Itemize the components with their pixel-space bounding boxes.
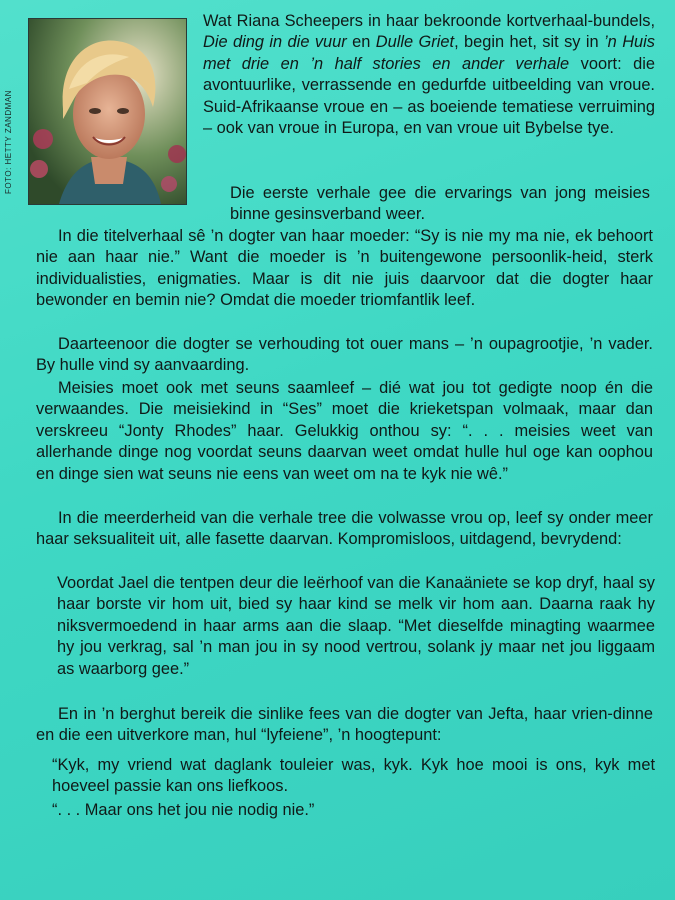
paragraph-8: En in ’n berghut bereik die sinlike fees van die dogter van Jefta, haar vrien-dinne en die een uitverkore man, hul “lyfeiene”, ’n hoogtepunt: <box>36 705 653 745</box>
book-title-2: Dulle Griet <box>375 33 455 52</box>
intro-text-b: en <box>346 33 376 52</box>
photo-credit: FOTO: HETTY ZANDMAN <box>4 90 13 195</box>
portrait-photo-image <box>29 19 186 204</box>
book-title-3: ’n Huis met drie en ’n half stories en ander verhale <box>203 33 655 73</box>
author-portrait <box>28 18 187 205</box>
paragraph-6: In die meerderheid van die verhale tree die volwasse vrou op, leef sy onder meer haar seksualiteit uit, alle fasette daarvan. Kompromisloos, uitdagend, bevrydend: <box>36 509 653 549</box>
intro-text-a: Wat Riana Scheepers in haar bekroonde kortverhaal-bundels, <box>203 12 655 30</box>
paragraph-5: Meisies moet ook met seuns saamleef – dié wat jou tot gedigte noop én die verwaandes. Die meisiekind in “Ses” moet die krieketspan volmaak, maar dan verskreeu “Jonty Rhodes” haar. Gelukkig onthou sy: “. . . meisies weet van allerhande dinge nog voordat seuns daarvan weet omdat hulle hul oge kan oophou en dinge sien wat seuns nie eens van weet om na te kyk nie wê.” <box>36 379 653 483</box>
intro-paragraph <box>203 11 655 139</box>
paragraph-4: Daarteenoor die dogter se verhouding tot ouer mans – ’n oupagrootjie, ’n vader. By hulle vind sy aanvaarding. <box>36 335 653 375</box>
paragraph-10-quote: “. . . Maar ons het jou nie nodig nie.” <box>52 801 315 819</box>
paragraph-9-quote: “Kyk, my vriend wat daglank touleier was, kyk. Kyk hoe mooi is ons, kyk met hoeveel passie kan ons liefkoos. <box>52 756 655 796</box>
intro-text-c: , begin het, sit sy in <box>454 33 605 52</box>
paragraph-3: In die titelverhaal sê ’n dogter van haar moeder: “Sy is nie my ma nie, ek behoort nie aan haar nie.” Want die moeder is ’n buitengewone persoonlik-heid, sterk individualisties, enigmaties. Maar is dit nie juis daarvoor dat die dogter haar bewonder en bemin nie? Omdat die moeder triomfantlik leef. <box>36 227 653 310</box>
book-title-1: Die ding in die vuur <box>203 33 347 52</box>
paragraph-7-quote: Voordat Jael die tentpen deur die leërhoof van die Kanaäniete se kop dryf, haal sy haar borste vir hom uit, bied sy haar kind se melk vir hom aan. Daarna raak hy niksvermoedend in haar arms aan die slaap. “Met dieselfde minagting waarmee hy jou verkrag, sal ’n man jou in sy nood vertrou, solank jy maar net jou liggaam as waarborg gee.” <box>57 574 655 678</box>
paragraph-2: Die eerste verhale gee die ervarings van jong meisies binne gesinsverband weer. <box>230 184 650 224</box>
intro-text-d: voort: die avontuurlike, verrassende en gedurfde uitbeelding van vroue. Suid-Afrikaanse vroue en – as boeiende tematiese verruiming – ook van vroue in Europa, en van vroue uit Bybelse tye. <box>203 54 655 138</box>
